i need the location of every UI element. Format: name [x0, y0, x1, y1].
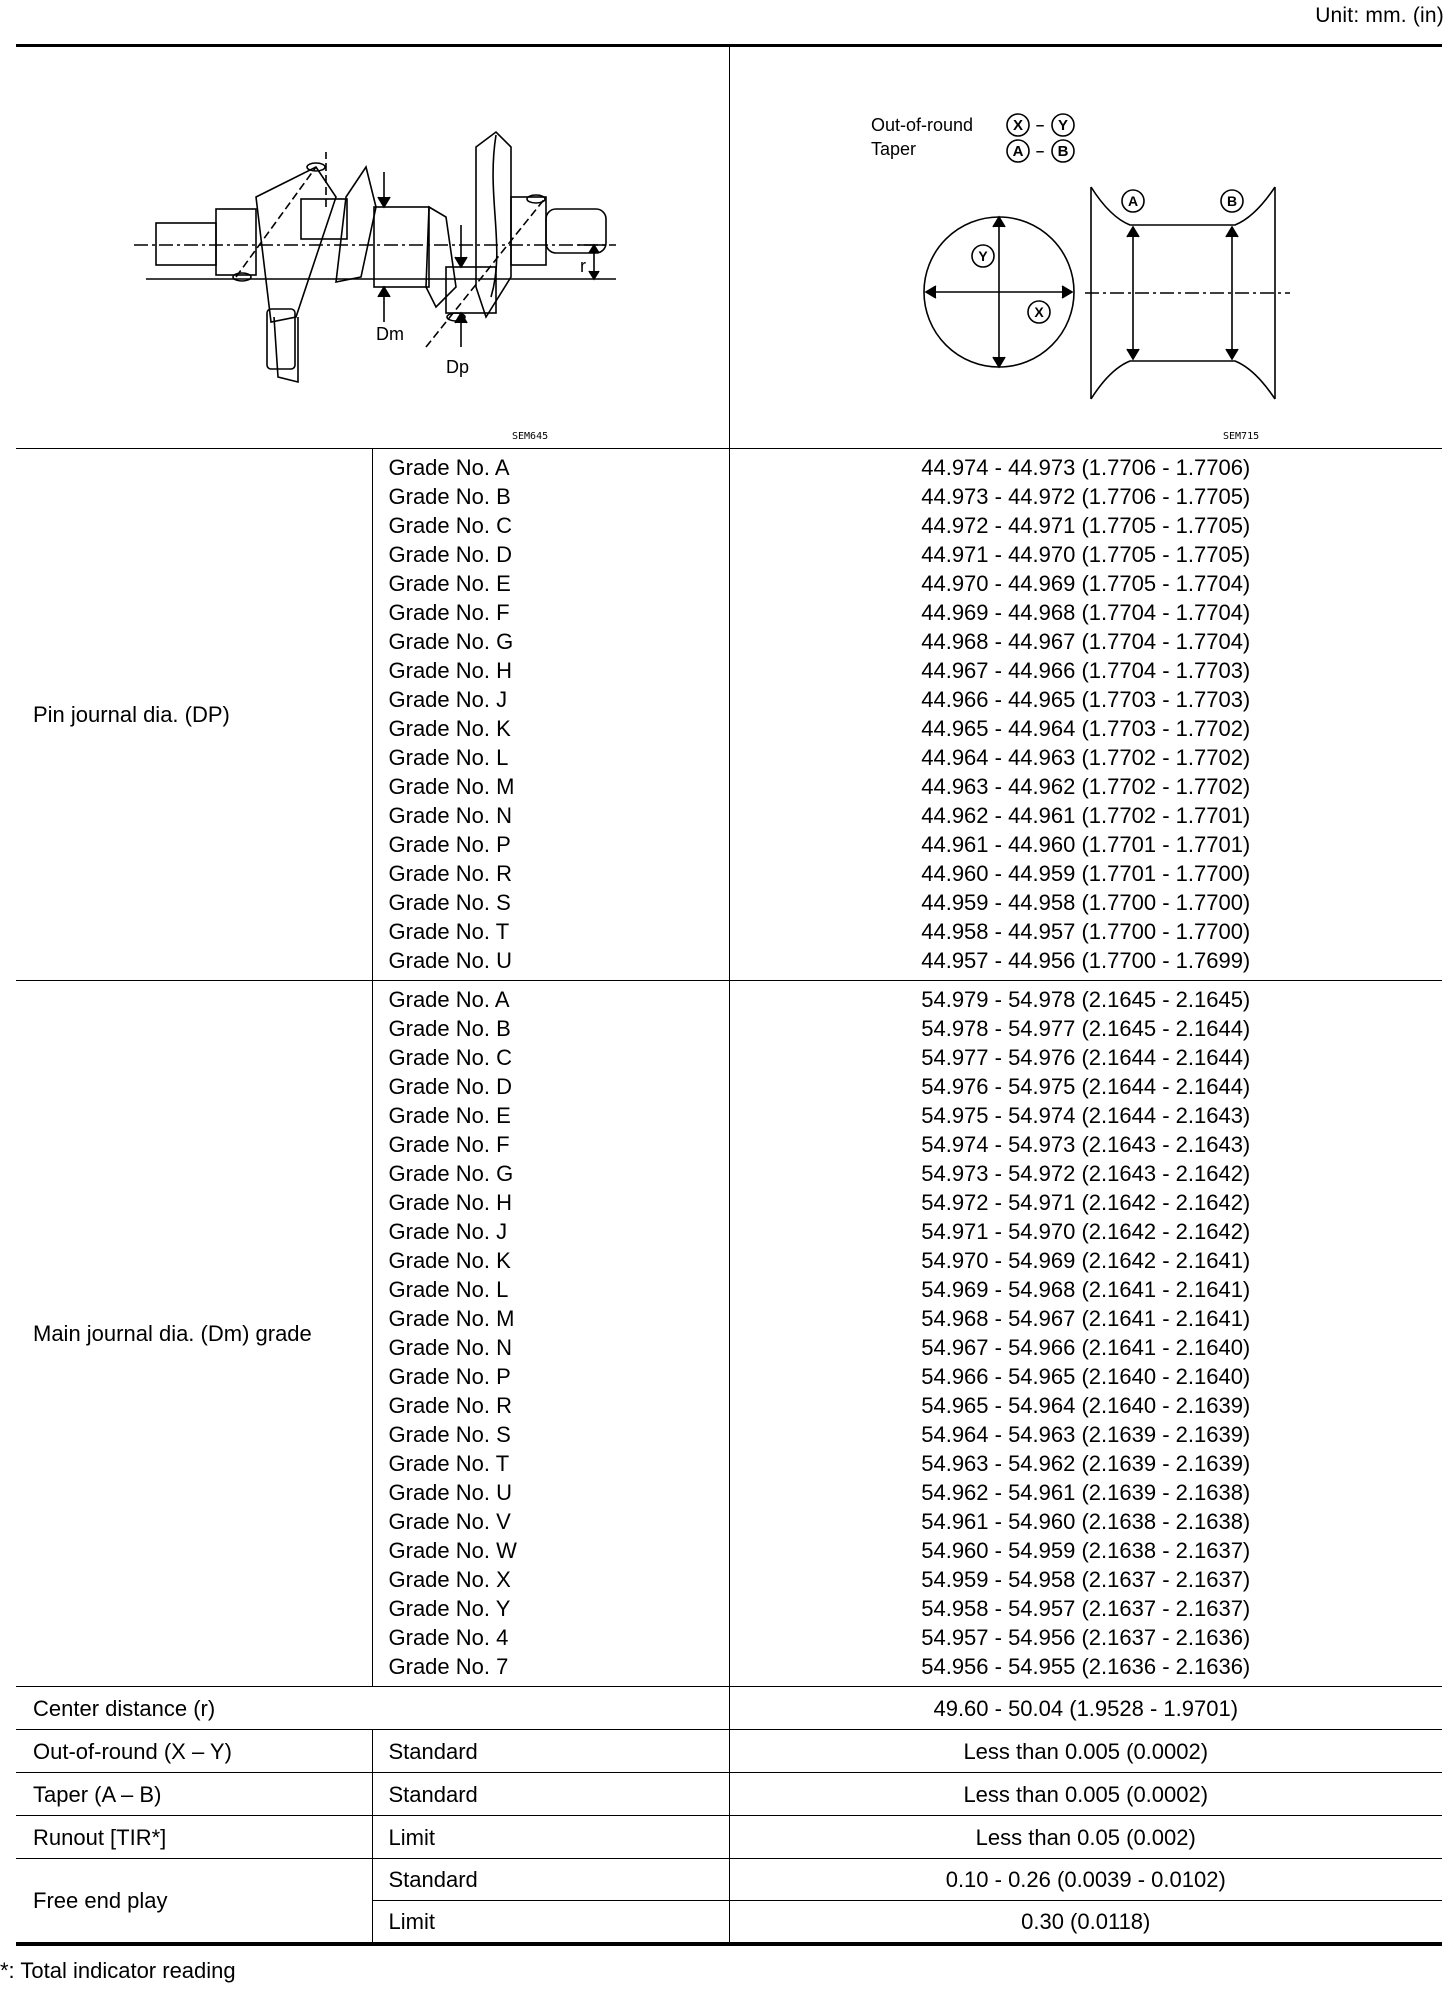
pin-grade-label: Grade No. B	[388, 484, 511, 509]
main-grade-value: 54.963 - 54.962 (2.1639 - 2.1639)	[921, 1451, 1251, 1476]
main-grade-value: 54.969 - 54.968 (2.1641 - 2.1641)	[921, 1277, 1251, 1302]
free-end-play-standard-kind: Standard	[372, 1859, 729, 1901]
pin-grade-label: Grade No. L	[388, 745, 509, 770]
free-end-play-label: Free end play	[16, 1859, 372, 1945]
main-grade-label: Grade No. F	[388, 1132, 510, 1157]
main-grade-label: Grade No. L	[388, 1277, 509, 1302]
figure-row	[16, 46, 1442, 449]
runout-row	[16, 1816, 1442, 1859]
runout-label: Runout [TIR*]	[16, 1816, 372, 1859]
marker-a-cylinder: A	[1127, 193, 1138, 209]
taper-value: Less than 0.005 (0.0002)	[729, 1773, 1442, 1816]
main-grade-label: Grade No. W	[388, 1538, 517, 1563]
main-grade-label: Grade No. V	[388, 1509, 511, 1534]
main-grade-label: Grade No. 4	[388, 1625, 509, 1650]
free-end-play-limit-kind: Limit	[372, 1901, 729, 1945]
main-grade-label: Grade No. E	[388, 1103, 511, 1128]
pin-grade-label: Grade No. U	[388, 948, 512, 973]
main-grade-value: 54.956 - 54.955 (2.1636 - 2.1636)	[921, 1654, 1251, 1679]
main-grade-label: Grade No. N	[388, 1335, 512, 1360]
taper-row	[16, 1773, 1442, 1816]
pin-grade-value: 44.972 - 44.971 (1.7705 - 1.7705)	[921, 513, 1251, 538]
crankshaft-drawing	[16, 47, 729, 448]
figure-code-right: SEM715	[1222, 431, 1259, 442]
main-grade-value: 54.968 - 54.967 (2.1641 - 2.1641)	[921, 1306, 1251, 1331]
main-grade-label: Grade No. H	[388, 1190, 512, 1215]
marker-y: Y	[1057, 117, 1068, 134]
center-distance-row	[16, 1687, 1442, 1730]
center-distance-value: 49.60 - 50.04 (1.9528 - 1.9701)	[729, 1687, 1442, 1730]
main-grade-label: Grade No. C	[388, 1045, 512, 1070]
main-grade-label: Grade No. G	[388, 1161, 514, 1186]
main-grade-label: Grade No. U	[388, 1480, 512, 1505]
main-grade-label: Grade No. R	[388, 1393, 512, 1418]
out-of-round-figure	[729, 46, 1442, 449]
pin-grade-value: 44.965 - 44.964 (1.7703 - 1.7702)	[921, 716, 1251, 741]
marker-b: B	[1057, 143, 1068, 160]
dp-label: Dp	[446, 357, 470, 377]
marker-dash-ab: –	[1035, 143, 1044, 160]
main-journal-row	[16, 981, 1442, 1687]
pin-grade-value: 44.970 - 44.969 (1.7705 - 1.7704)	[921, 571, 1251, 596]
main-grade-value: 54.967 - 54.966 (2.1641 - 2.1640)	[921, 1335, 1251, 1360]
pin-journal-values	[729, 449, 1442, 981]
main-journal-label: Main journal dia. (Dm) grade	[16, 981, 372, 1687]
main-grade-label: Grade No. X	[388, 1567, 511, 1592]
marker-x-circle: X	[1033, 304, 1044, 320]
dm-label: Dm	[376, 324, 404, 344]
pin-grade-value: 44.967 - 44.966 (1.7704 - 1.7703)	[921, 658, 1251, 683]
pin-grade-label: Grade No. A	[388, 455, 510, 480]
pin-grade-value: 44.960 - 44.959 (1.7701 - 1.7700)	[921, 861, 1251, 886]
main-grade-value: 54.957 - 54.956 (2.1637 - 2.1636)	[921, 1625, 1251, 1650]
unit-label: Unit: mm. (in)	[1315, 4, 1444, 27]
marker-x: X	[1012, 117, 1023, 134]
pin-grade-value: 44.959 - 44.958 (1.7700 - 1.7700)	[921, 890, 1251, 915]
pin-grade-label: Grade No. P	[388, 832, 511, 857]
pin-grade-value: 44.969 - 44.968 (1.7704 - 1.7704)	[921, 600, 1251, 625]
main-grade-label: Grade No. A	[388, 987, 510, 1012]
pin-grade-label: Grade No. K	[388, 716, 511, 741]
main-grade-label: Grade No. D	[388, 1074, 512, 1099]
crankshaft-spec-table	[16, 44, 1442, 1946]
out-of-round-caption: Out-of-round	[870, 115, 973, 135]
pin-journal-label: Pin journal dia. (DP)	[16, 449, 372, 981]
marker-a: A	[1012, 143, 1023, 160]
main-grade-label: Grade No. B	[388, 1016, 511, 1041]
pin-grade-value: 44.973 - 44.972 (1.7706 - 1.7705)	[921, 484, 1251, 509]
pin-grade-label: Grade No. C	[388, 513, 512, 538]
main-grade-label: Grade No. T	[388, 1451, 510, 1476]
main-grade-value: 54.979 - 54.978 (2.1645 - 2.1645)	[921, 987, 1251, 1012]
pin-journal-grades	[372, 449, 729, 981]
main-grade-value: 54.973 - 54.972 (2.1643 - 2.1642)	[921, 1161, 1251, 1186]
free-end-play-standard-row	[16, 1859, 1442, 1901]
main-grade-value: 54.972 - 54.971 (2.1642 - 2.1642)	[921, 1190, 1251, 1215]
main-grade-value: 54.959 - 54.958 (2.1637 - 2.1637)	[921, 1567, 1251, 1592]
pin-grade-label: Grade No. T	[388, 919, 510, 944]
pin-grade-label: Grade No. H	[388, 658, 512, 683]
runout-value: Less than 0.05 (0.002)	[729, 1816, 1442, 1859]
marker-y-circle: Y	[977, 248, 988, 264]
journal-measurement-drawing	[730, 47, 1443, 448]
out-of-round-label: Out-of-round (X – Y)	[16, 1730, 372, 1773]
main-grade-value: 54.978 - 54.977 (2.1645 - 2.1644)	[921, 1016, 1251, 1041]
pin-grade-value: 44.968 - 44.967 (1.7704 - 1.7704)	[921, 629, 1251, 654]
main-grade-value: 54.964 - 54.963 (2.1639 - 2.1639)	[921, 1422, 1251, 1447]
pin-grade-label: Grade No. E	[388, 571, 511, 596]
taper-kind: Standard	[372, 1773, 729, 1816]
free-end-play-standard-value: 0.10 - 0.26 (0.0039 - 0.0102)	[729, 1859, 1442, 1901]
pin-grade-value: 44.974 - 44.973 (1.7706 - 1.7706)	[921, 455, 1251, 480]
taper-caption: Taper	[870, 139, 916, 159]
pin-journal-row	[16, 449, 1442, 981]
r-label: r	[580, 256, 586, 276]
marker-dash-xy: –	[1035, 117, 1044, 134]
main-grade-label: Grade No. S	[388, 1422, 511, 1447]
main-grade-label: Grade No. K	[388, 1248, 511, 1273]
pin-grade-value: 44.957 - 44.956 (1.7700 - 1.7699)	[921, 948, 1251, 973]
main-grade-value: 54.960 - 54.959 (2.1638 - 2.1637)	[921, 1538, 1251, 1563]
main-grade-value: 54.970 - 54.969 (2.1642 - 2.1641)	[921, 1248, 1251, 1273]
runout-kind: Limit	[372, 1816, 729, 1859]
main-grade-label: Grade No. M	[388, 1306, 515, 1331]
main-grade-label: Grade No. J	[388, 1219, 508, 1244]
free-end-play-limit-value: 0.30 (0.0118)	[729, 1901, 1442, 1945]
main-grade-value: 54.977 - 54.976 (2.1644 - 2.1644)	[921, 1045, 1251, 1070]
main-grade-value: 54.961 - 54.960 (2.1638 - 2.1638)	[921, 1509, 1251, 1534]
out-of-round-kind: Standard	[372, 1730, 729, 1773]
main-grade-label: Grade No. 7	[388, 1654, 509, 1679]
figure-code-left: SEM645	[512, 431, 549, 442]
main-grade-value: 54.975 - 54.974 (2.1644 - 2.1643)	[921, 1103, 1251, 1128]
out-of-round-value: Less than 0.005 (0.0002)	[729, 1730, 1442, 1773]
taper-label: Taper (A – B)	[16, 1773, 372, 1816]
main-grade-value: 54.958 - 54.957 (2.1637 - 2.1637)	[921, 1596, 1251, 1621]
main-grade-value: 54.976 - 54.975 (2.1644 - 2.1644)	[921, 1074, 1251, 1099]
pin-grade-label: Grade No. S	[388, 890, 511, 915]
pin-grade-label: Grade No. G	[388, 629, 514, 654]
center-distance-label: Center distance (r)	[16, 1687, 729, 1730]
main-grade-value: 54.962 - 54.961 (2.1639 - 2.1638)	[921, 1480, 1251, 1505]
pin-grade-value: 44.961 - 44.960 (1.7701 - 1.7701)	[921, 832, 1251, 857]
main-grade-label: Grade No. Y	[388, 1596, 511, 1621]
pin-grade-value: 44.962 - 44.961 (1.7702 - 1.7701)	[921, 803, 1251, 828]
main-journal-grades	[372, 981, 729, 1687]
pin-grade-label: Grade No. J	[388, 687, 508, 712]
main-grade-value: 54.966 - 54.965 (2.1640 - 2.1640)	[921, 1364, 1251, 1389]
main-journal-values	[729, 981, 1442, 1687]
pin-grade-value: 44.958 - 44.957 (1.7700 - 1.7700)	[921, 919, 1251, 944]
pin-grade-value: 44.963 - 44.962 (1.7702 - 1.7702)	[921, 774, 1251, 799]
main-grade-value: 54.971 - 54.970 (2.1642 - 2.1642)	[921, 1219, 1251, 1244]
pin-grade-value: 44.964 - 44.963 (1.7702 - 1.7702)	[921, 745, 1251, 770]
pin-grade-label: Grade No. R	[388, 861, 512, 886]
marker-b-cylinder: B	[1226, 193, 1237, 209]
crankshaft-figure	[16, 46, 729, 449]
main-grade-label: Grade No. P	[388, 1364, 511, 1389]
pin-grade-label: Grade No. D	[388, 542, 512, 567]
pin-grade-label: Grade No. M	[388, 774, 515, 799]
pin-grade-label: Grade No. N	[388, 803, 512, 828]
footnote: *: Total indicator reading	[0, 1958, 236, 1983]
pin-grade-label: Grade No. F	[388, 600, 510, 625]
pin-grade-value: 44.966 - 44.965 (1.7703 - 1.7703)	[921, 687, 1251, 712]
pin-grade-value: 44.971 - 44.970 (1.7705 - 1.7705)	[921, 542, 1251, 567]
main-grade-value: 54.974 - 54.973 (2.1643 - 2.1643)	[921, 1132, 1251, 1157]
out-of-round-row	[16, 1730, 1442, 1773]
main-grade-value: 54.965 - 54.964 (2.1640 - 2.1639)	[921, 1393, 1251, 1418]
